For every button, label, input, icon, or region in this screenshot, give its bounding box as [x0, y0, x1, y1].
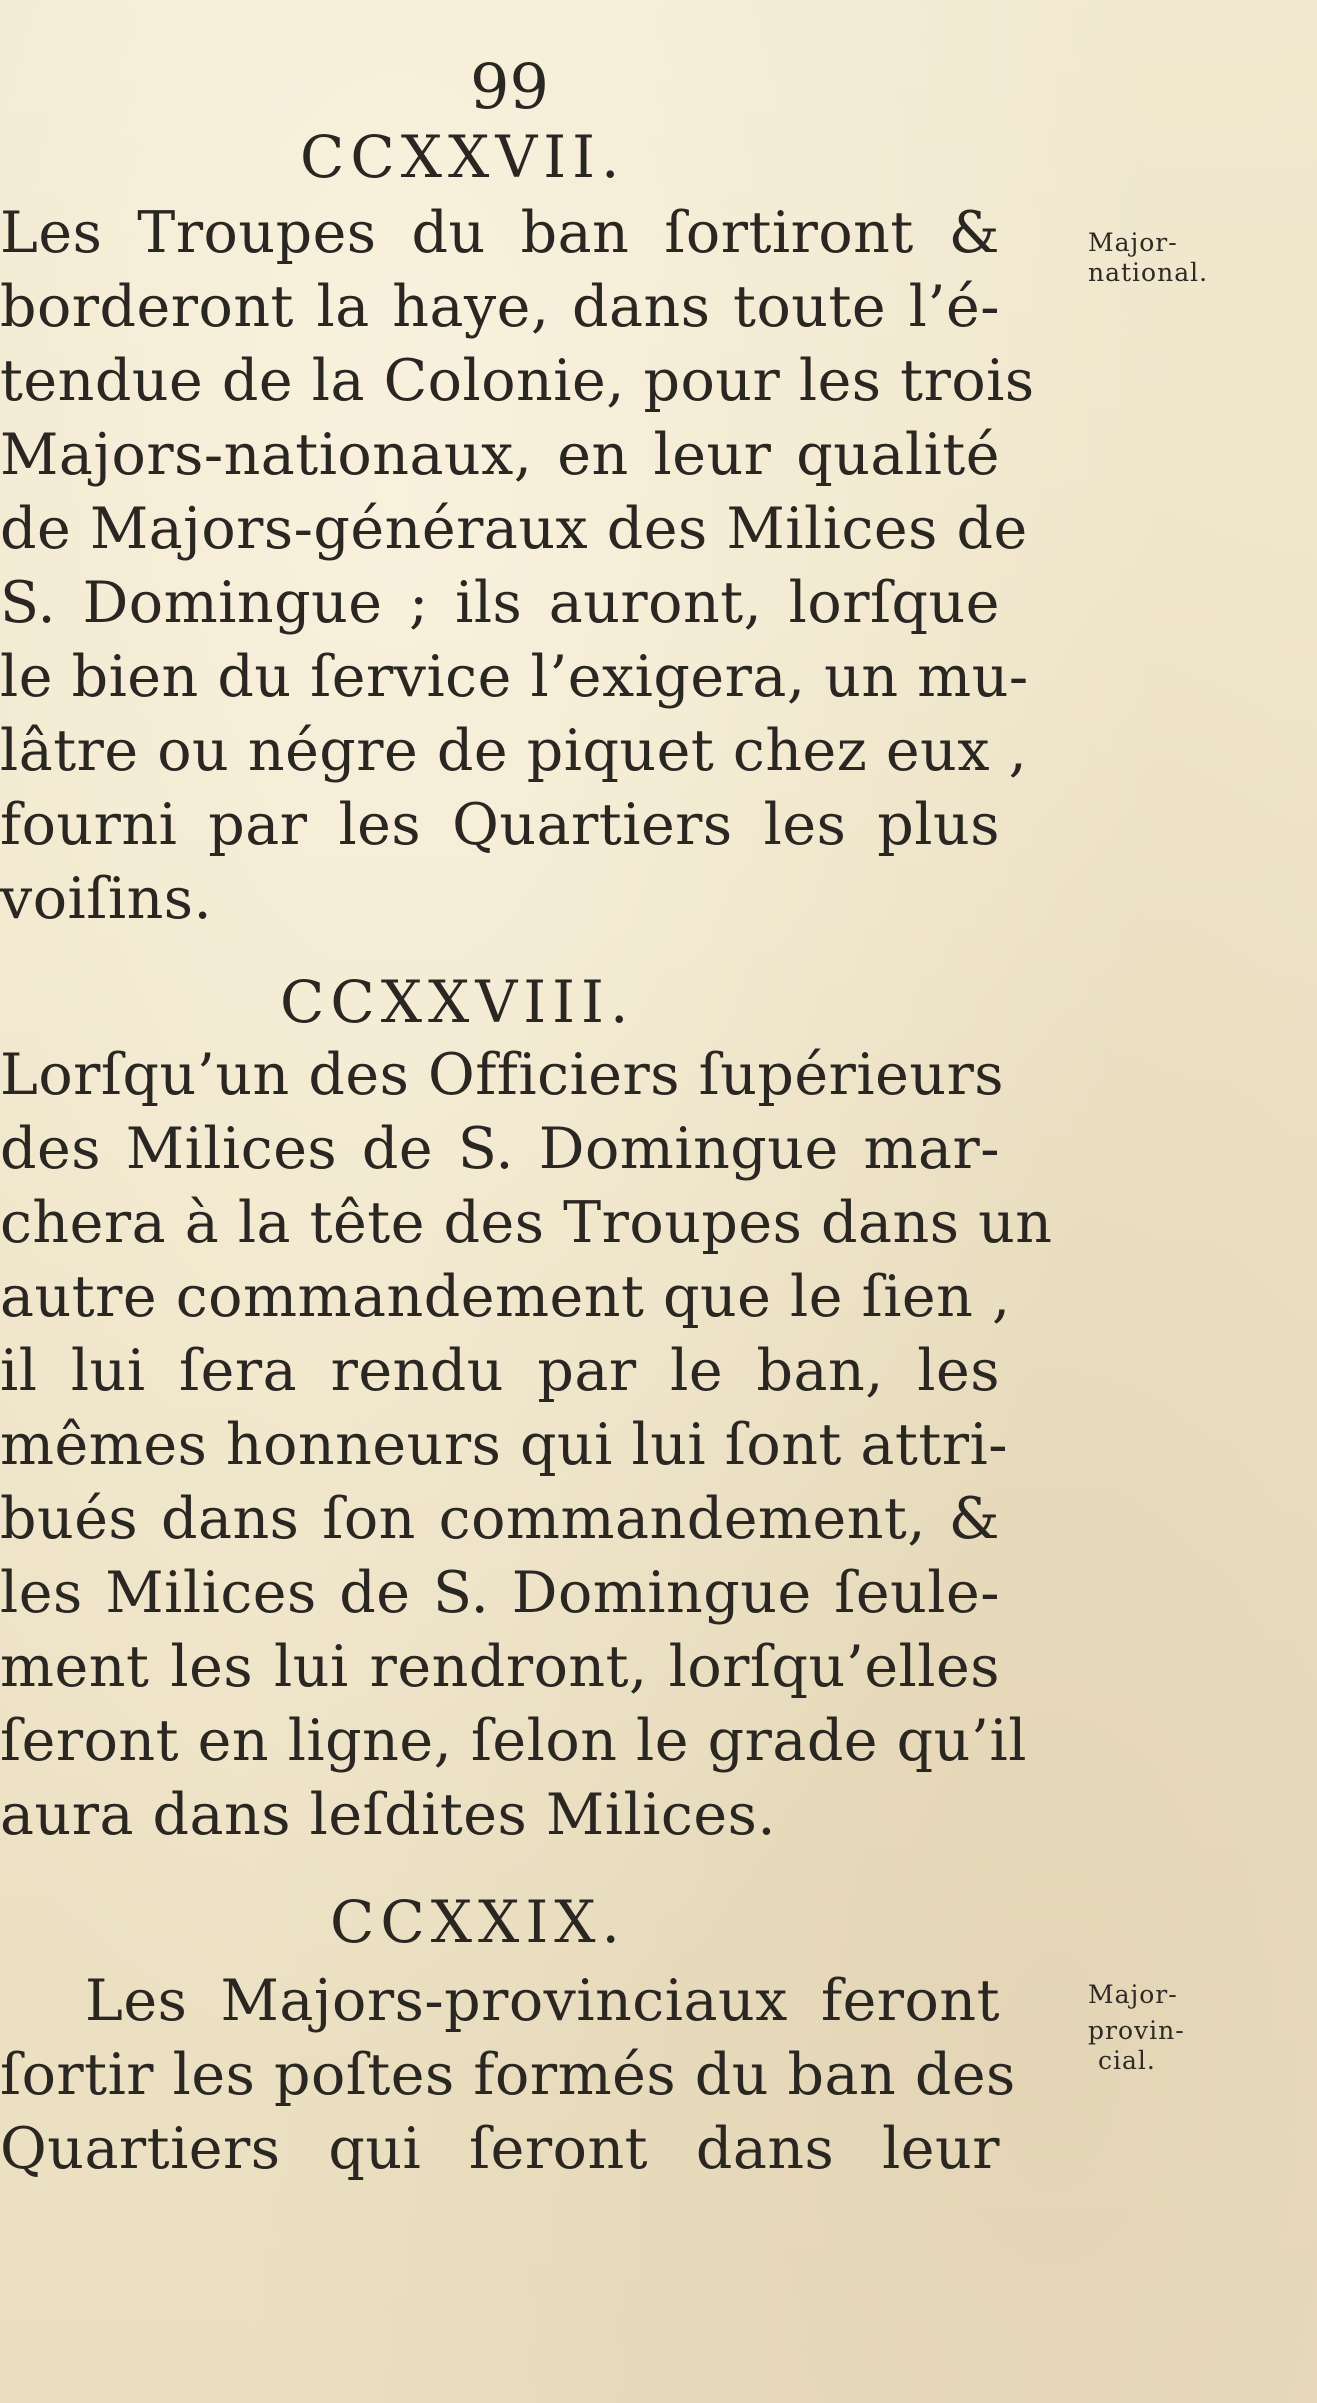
- margin-note-major-national: [1088, 228, 1208, 288]
- text-line: il lui ſera rendu par le ban, les: [0, 1338, 1000, 1404]
- section-heading-ccxxviii: CCXXVIII.: [280, 968, 635, 1036]
- text-line: Lorſqu’un des Officiers ſupérieurs: [0, 1042, 1005, 1108]
- text-line: mêmes honneurs qui lui ſont attri-: [0, 1412, 1008, 1478]
- text-line: des Milices de S. Domingue mar-: [0, 1116, 1000, 1182]
- text-line: le bien du ſervice l’exigera, un mu-: [0, 644, 1029, 710]
- text-line: fourni par les Quartiers les plus: [0, 792, 1000, 858]
- text-line: Les Troupes du ban ſortiront &: [0, 200, 1000, 266]
- margin-note-line: Major-: [1088, 228, 1178, 257]
- text-line: ment les lui rendront, lorſqu’elles: [0, 1634, 1000, 1700]
- text-line: S. Domingue ; ils auront, lorſque: [0, 570, 1000, 636]
- margin-note-line: national.: [1088, 258, 1209, 287]
- text-line: tendue de la Colonie, pour les trois: [0, 348, 1035, 414]
- text-line: Les Majors-provinciaux feront: [85, 1968, 1000, 2034]
- text-line: voiſins.: [0, 866, 213, 932]
- margin-note-line: provin-: [1088, 2016, 1185, 2045]
- text-line: autre commandement que le ſien ,: [0, 1264, 1011, 1330]
- text-line: lâtre ou négre de piquet chez eux ,: [0, 718, 1028, 784]
- margin-note-line: cial.: [1098, 2046, 1156, 2075]
- section-heading-ccxxvii: CCXXVII.: [300, 123, 626, 191]
- text-line: les Milices de S. Domingue ſeule-: [0, 1560, 1000, 1626]
- page-number: 99: [470, 50, 549, 123]
- text-line: Quartiers qui ſeront dans leur: [0, 2116, 1000, 2182]
- text-line: ſortir les poſtes formés du ban des: [0, 2042, 1016, 2108]
- text-line: Majors-nationaux, en leur qualité: [0, 422, 1000, 488]
- text-line: ſeront en ligne, ſelon le grade qu’il: [0, 1708, 1027, 1774]
- text-line: bués dans ſon commandement, &: [0, 1486, 1000, 1552]
- text-line: borderont la haye, dans toute l’é-: [0, 274, 1000, 340]
- text-line: chera à la tête des Troupes dans un: [0, 1190, 1053, 1256]
- margin-note-major-provincial: [1088, 1980, 1185, 2076]
- section-heading-ccxxix: CCXXIX.: [330, 1888, 626, 1956]
- text-line: de Majors-généraux des Milices de: [0, 496, 1028, 562]
- text-line: aura dans leſdites Milices.: [0, 1782, 776, 1848]
- margin-note-line: Major-: [1088, 1980, 1178, 2009]
